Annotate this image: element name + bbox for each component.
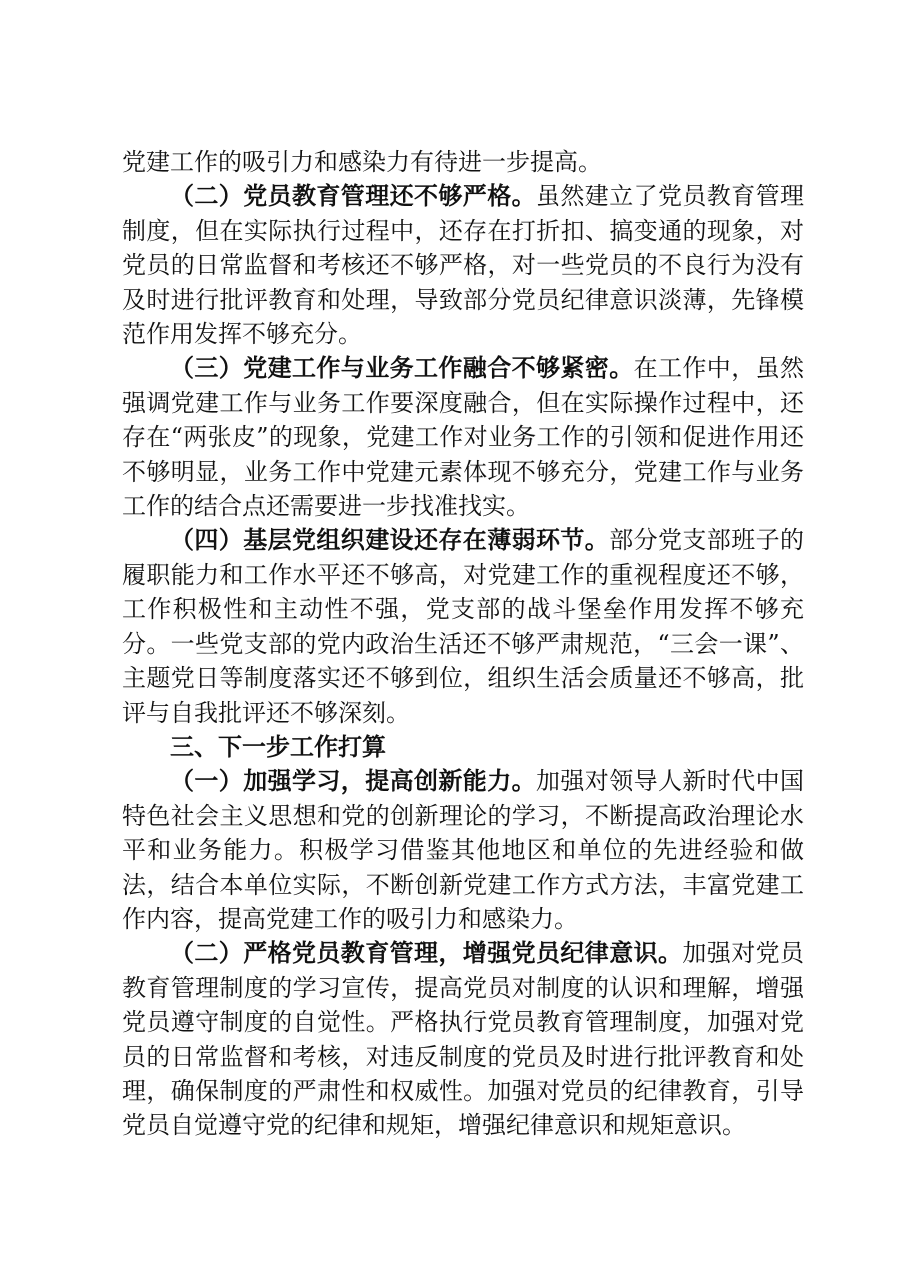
paragraph-text: 加强对领导人新时代中国特色社会主义思想和党的创新理论的学习，不断提高政治理论水平和业务能力。积极学习借鉴其他地区和单位的先进经验和做法，结合本单位实际，不断创新党建工作方式方法，丰富党建工作内容，提高党建工作的吸引力和感染力。: [122, 767, 804, 933]
paragraph-lead: （三）党建工作与业务工作融合不够紧密。: [170, 354, 634, 383]
document-page: [122, 145, 804, 1143]
paragraph-text: 加强对党员教育管理制度的学习宣传，提高党员对制度的认识和理解，增强党员遵守制度的自觉性。严格执行党员教育管理制度，加强对党员的日常监督和考核，对违反制度的党员及时进行批评教育和处理，确保制度的严肃性和权威性。加强对党员的纪律教育，引导党员自觉遵守党的纪律和规矩，增强纪律意识和规矩意识。: [122, 939, 805, 1140]
paragraph-text: 在工作中，虽然强调党建工作与业务工作要深度融合，但在实际操作过程中，还存在“两张皮”的现象，党建工作对业务工作的引领和促进作用还不够明显，业务工作中党建元素体现不够充分，党建工作与业务工作的结合点还需要进一步找准找实。: [122, 354, 805, 521]
section-heading: 三、下一步工作打算: [170, 732, 386, 761]
paragraph-problem-2: [122, 179, 804, 351]
paragraph-plan-2: [122, 936, 804, 1142]
paragraph-lead: （二）党员教育管理还不够严格。: [170, 182, 536, 211]
paragraph-plan-1: [122, 764, 804, 936]
paragraph-lead: （一）加强学习，提高创新能力。: [170, 767, 536, 796]
paragraph-lead: （二）严格党员教育管理，增强党员纪律意识。: [170, 939, 683, 968]
paragraph-text: 部分党支部班子的履职能力和工作水平还不够高，对党建工作的重视程度还不够，工作积极性和主动性不强，党支部的战斗堡垒作用发挥不够充分。一些党支部的党内政治生活还不够严肃规范，“三会一课”、主题党日等制度落实还不够到位，组织生活会质量还不够高，批评与自我批评还不够深刻。: [122, 526, 805, 727]
paragraph-problem-3: [122, 351, 804, 523]
paragraph-text: 虽然建立了党员教育管理制度，但在实际执行过程中，还存在打折扣、搞变通的现象，对党员的日常监督和考核还不够严格，对一些党员的不良行为没有及时进行批评教育和处理，导致部分党员纪律意识淡薄，先锋模范作用发挥不够充分。: [122, 182, 804, 349]
paragraph-text: 党建工作的吸引力和感染力有待进一步提高。: [122, 148, 602, 176]
paragraph-lead: （四）基层党组织建设还存在薄弱环节。: [170, 526, 610, 555]
paragraph-problem-4: [122, 523, 804, 729]
paragraph-continuation: [122, 145, 804, 179]
